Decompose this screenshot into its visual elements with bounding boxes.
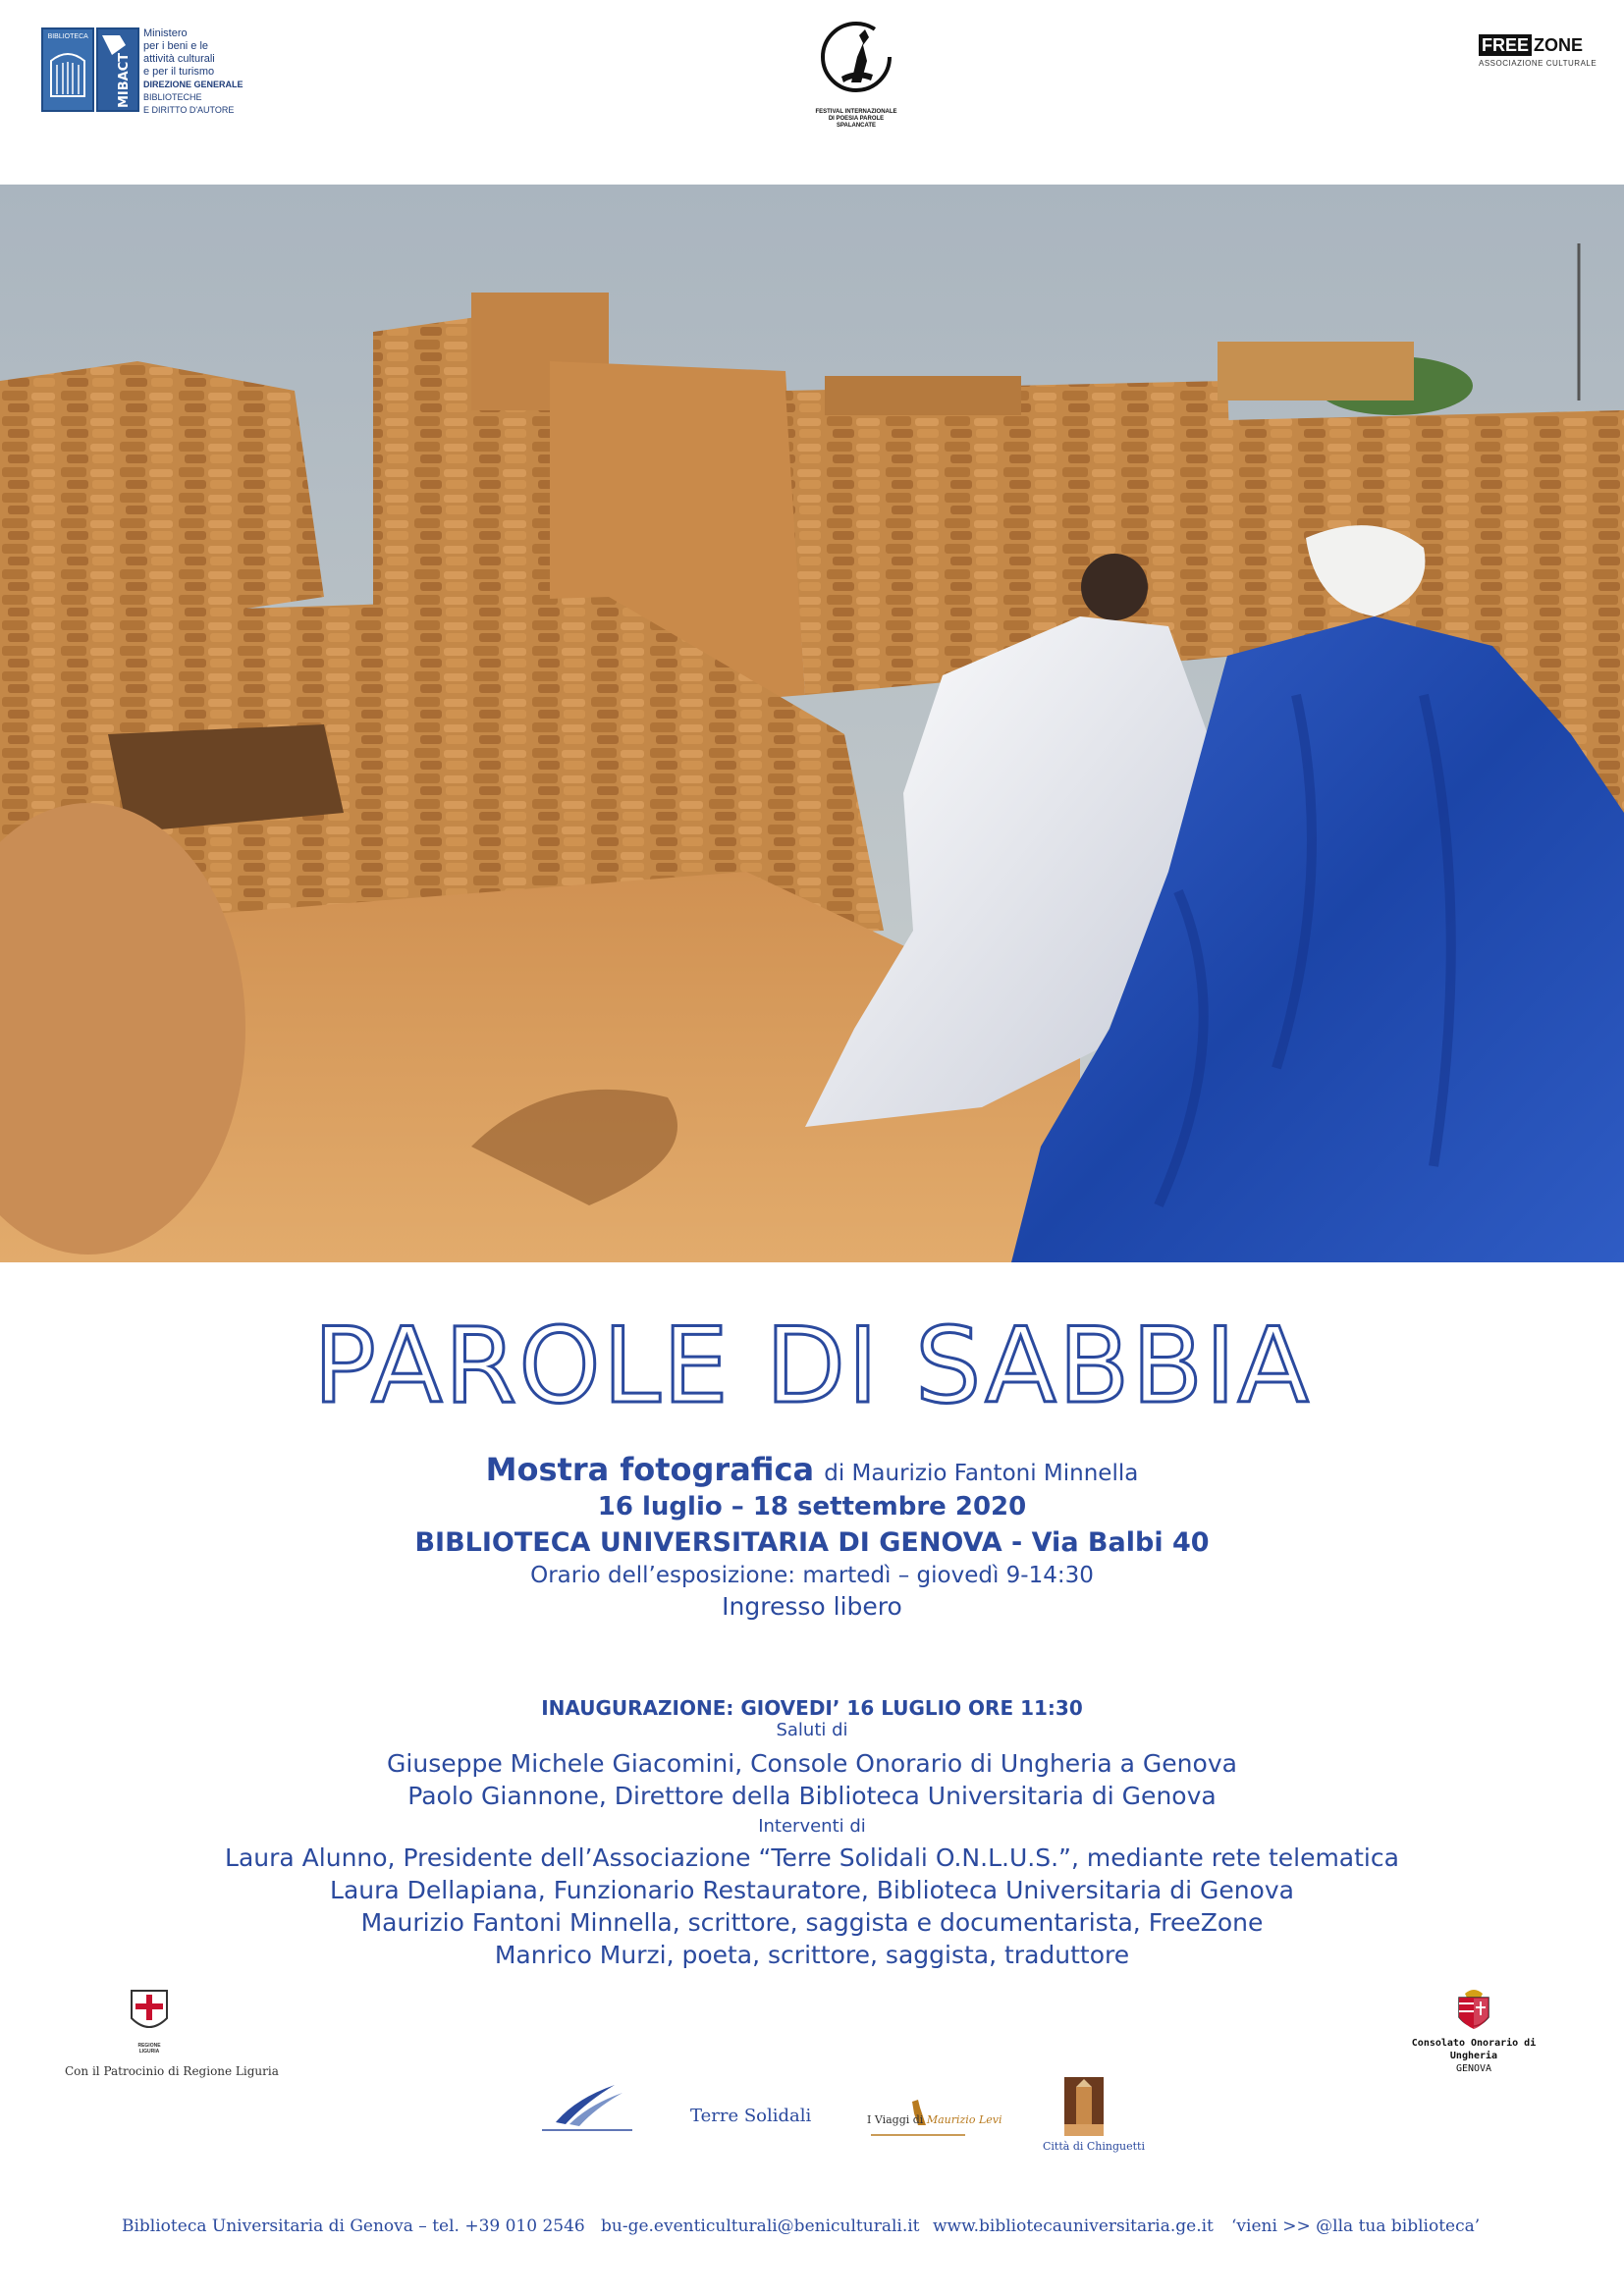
footer-email-link[interactable]: bu-ge.eventiculturali@beniculturali.it (601, 2216, 920, 2236)
entry-info: Ingresso libero (722, 1592, 902, 1621)
freezone-free: FREE (1479, 34, 1532, 56)
footer-institution: Biblioteca Universitaria di Genova – tel. +39 010 2546 (122, 2216, 585, 2236)
viaggi-prefix: I Viaggi di (867, 2113, 924, 2126)
ministry-line: Ministero (143, 27, 188, 39)
hungary-consulate-caption (1386, 2037, 1561, 2075)
regione-liguria-logo (128, 1989, 171, 2055)
ministry-line: E DIRITTO D'AUTORE (143, 105, 235, 115)
exhibition-type: Mostra fotografica (485, 1451, 815, 1488)
ministry-text (143, 27, 261, 117)
ministry-line: e per il turismo (143, 66, 215, 78)
hungary-crest-icon (1451, 1986, 1496, 2037)
swoosh-icon (536, 2079, 638, 2134)
greetings-label: Saluti di (776, 1720, 848, 1740)
exhibition-author: di Maurizio Fantoni Minnella (824, 1461, 1139, 1486)
ministry-line: BIBLIOTECHE (143, 92, 202, 102)
ministry-line: attività culturali (143, 53, 215, 65)
main-photograph (0, 185, 1624, 1262)
mibac-logo-text: MIBACT (117, 52, 132, 108)
swoosh-sponsor-logo (536, 2079, 638, 2134)
hungary-consulate-line: Consolato Onorario di Ungheria (1411, 2038, 1537, 2061)
freezone-logo (1479, 35, 1583, 56)
footer-slogan: ‘vieni >> @lla tua biblioteca’ (1231, 2216, 1481, 2236)
inauguration-heading: INAUGURAZIONE: GIOVEDI’ 16 LUGLIO ORE 11:30 (541, 1696, 1083, 1720)
ministry-line: DIREZIONE GENERALE (143, 80, 244, 89)
subtitle-line (0, 1451, 1624, 1488)
venue-line (0, 1527, 1624, 1558)
festival-circle-figure-icon (812, 18, 900, 104)
liguria-shield-icon (128, 1989, 171, 2038)
ministry-line: per i beni e le (143, 40, 209, 52)
liguria-patronage-caption: Con il Patrocinio di Regione Liguria (65, 2064, 279, 2078)
viaggi-caption (867, 2113, 1002, 2126)
talk-speaker: Maurizio Fantoni Minnella, scrittore, saggista e documentarista, FreeZone (360, 1908, 1264, 1937)
mibac-logo (96, 27, 139, 112)
freezone-zone: ZONE (1534, 35, 1584, 55)
desert-ruins-photo (0, 185, 1624, 1262)
minaret-icon (1064, 2077, 1104, 2136)
hungary-consulate-city: GENOVA (1455, 2063, 1492, 2074)
footer-website-link[interactable]: www.bibliotecauniversitaria.ge.it (933, 2216, 1214, 2236)
biblioteca-logo (41, 27, 94, 112)
freezone-subtitle: ASSOCIAZIONE CULTURALE (1479, 59, 1597, 68)
liguria-logo-text: REGIONE LIGURIA (137, 2043, 161, 2055)
festival-caption: FESTIVAL INTERNAZIONALE DI POESIA PAROLE SPALANCATE (815, 109, 897, 129)
biblioteca-logo-text: BIBLIOTECA (47, 33, 88, 40)
venue-name: BIBLIOTECA UNIVERSITARIA DI GENOVA (414, 1527, 1002, 1558)
venue-address: - Via Balbi 40 (1011, 1527, 1210, 1558)
exhibition-dates: 16 luglio – 18 settembre 2020 (597, 1492, 1027, 1522)
talk-speaker: Laura Alunno, Presidente dell’Associazione “Terre Solidali O.N.L.U.S.”, mediante rete telematica (225, 1843, 1399, 1872)
greeting-speaker: Paolo Giannone, Direttore della Biblioteca Universitaria di Genova (407, 1782, 1217, 1810)
library-building-icon (45, 41, 90, 100)
opening-hours: Orario dell’esposizione: martedì – giovedì 9-14:30 (530, 1563, 1094, 1588)
viaggi-name: Maurizio Levi (926, 2113, 1002, 2126)
terre-solidali-logo: Terre Solidali (690, 2106, 812, 2126)
event-title: PAROLE DI SABBIA (312, 1306, 1312, 1426)
chinguetti-caption: Città di Chinguetti (1043, 2140, 1145, 2153)
chinguetti-logo (1064, 2077, 1104, 2136)
talk-speaker: Laura Dellapiana, Funzionario Restauratore, Biblioteca Universitaria di Genova (330, 1876, 1294, 1904)
talks-label: Interventi di (758, 1816, 866, 1837)
festival-logo (812, 18, 900, 129)
talk-speaker: Manrico Murzi, poeta, scrittore, saggista, traduttore (494, 1941, 1130, 1969)
mibac-emblem-icon (98, 29, 137, 110)
greeting-speaker: Giuseppe Michele Giacomini, Console Onorario di Ungheria a Genova (387, 1749, 1237, 1778)
